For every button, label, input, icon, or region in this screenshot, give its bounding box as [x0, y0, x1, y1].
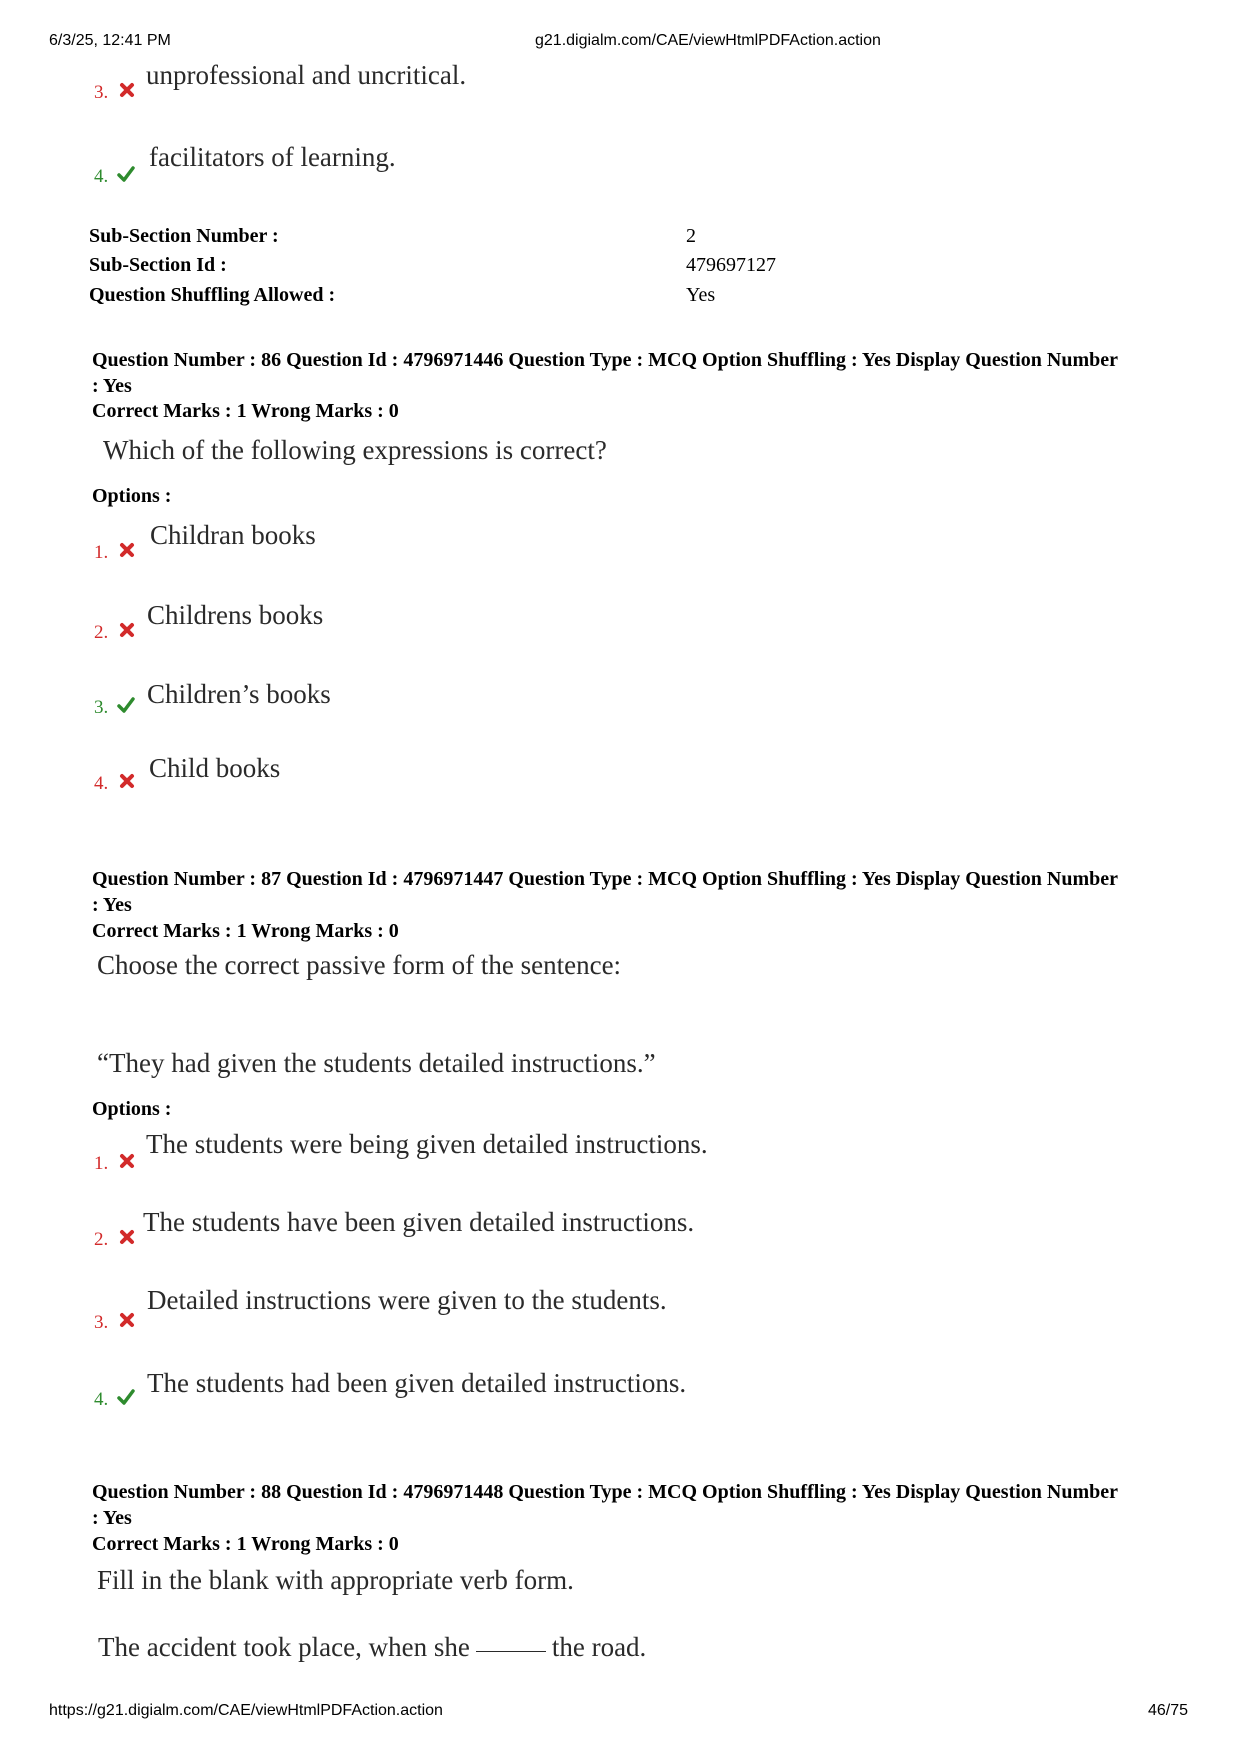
cross-icon	[117, 1227, 137, 1247]
subsection-number-value: 2	[686, 225, 696, 247]
option-text: Children’s books	[147, 679, 331, 709]
options-label: Options :	[92, 1098, 172, 1120]
print-datetime: 6/3/25, 12:41 PM	[49, 32, 171, 49]
cross-icon	[117, 540, 137, 560]
question-text: Which of the following expressions is correct?	[103, 435, 607, 465]
footer-url: https://g21.digialm.com/CAE/viewHtmlPDFAction.action	[49, 1702, 443, 1719]
question-marks: Correct Marks : 1 Wrong Marks : 0	[92, 400, 399, 422]
question-meta: Question Number : 86 Question Id : 4796971446 Question Type : MCQ Option Shuffling : Yes Display Question Number : Yes	[92, 349, 1118, 397]
option-number: 4.	[94, 773, 109, 794]
cross-icon	[117, 1151, 137, 1171]
question-marks: Correct Marks : 1 Wrong Marks : 0	[92, 920, 399, 942]
option-text: The students were being given detailed instructions.	[146, 1129, 708, 1159]
question-meta: Question Number : 87 Question Id : 4796971447 Question Type : MCQ Option Shuffling : Yes Display Question Number : Yes	[92, 868, 1118, 916]
subsection-id-value: 479697127	[686, 254, 776, 276]
option-number: 1.	[94, 542, 109, 563]
cross-icon	[117, 1310, 137, 1330]
option-text: facilitators of learning.	[149, 142, 396, 172]
option-text: Detailed instructions were given to the students.	[147, 1285, 667, 1315]
sentence-part-2: the road.	[551, 1632, 647, 1662]
option-text: The students have been given detailed instructions.	[143, 1207, 695, 1237]
option-number: 4.	[94, 166, 109, 187]
cross-icon	[117, 620, 137, 640]
cross-icon	[117, 80, 137, 100]
sentence-part-1: The accident took place, when she	[98, 1632, 470, 1662]
question-marks: Correct Marks : 1 Wrong Marks : 0	[92, 1533, 399, 1555]
options-label: Options :	[92, 485, 172, 507]
option-text: Child books	[149, 753, 281, 783]
option-text: Childrens books	[147, 600, 324, 630]
question-shuffling-label: Question Shuffling Allowed :	[89, 284, 336, 306]
check-icon	[116, 164, 136, 184]
option-number: 2.	[94, 1229, 109, 1250]
option-number: 2.	[94, 622, 109, 643]
option-number: 3.	[94, 697, 109, 718]
print-url: g21.digialm.com/CAE/viewHtmlPDFAction.action	[535, 32, 881, 49]
question-sentence	[98, 1632, 646, 1663]
subsection-number-label: Sub-Section Number :	[89, 225, 279, 247]
cross-icon	[117, 771, 137, 791]
option-text: Childran books	[150, 520, 316, 550]
option-text: The students had been given detailed instructions.	[147, 1368, 687, 1398]
check-icon	[116, 1387, 136, 1407]
check-icon	[116, 695, 136, 715]
question-text: Choose the correct passive form of the sentence:	[97, 950, 622, 980]
question-text: Fill in the blank with appropriate verb form.	[97, 1565, 574, 1595]
option-number: 3.	[94, 1312, 109, 1333]
option-number: 4.	[94, 1389, 109, 1410]
answer-blank	[476, 1651, 546, 1652]
question-sentence: “They had given the students detailed instructions.”	[97, 1048, 656, 1078]
option-number: 3.	[94, 82, 109, 103]
option-text: unprofessional and uncritical.	[146, 60, 467, 90]
page-number: 46/75	[1148, 1702, 1189, 1719]
question-meta: Question Number : 88 Question Id : 4796971448 Question Type : MCQ Option Shuffling : Yes Display Question Number : Yes	[92, 1481, 1118, 1529]
option-number: 1.	[94, 1153, 109, 1174]
question-shuffling-value: Yes	[686, 284, 716, 306]
subsection-id-label: Sub-Section Id :	[89, 254, 227, 276]
